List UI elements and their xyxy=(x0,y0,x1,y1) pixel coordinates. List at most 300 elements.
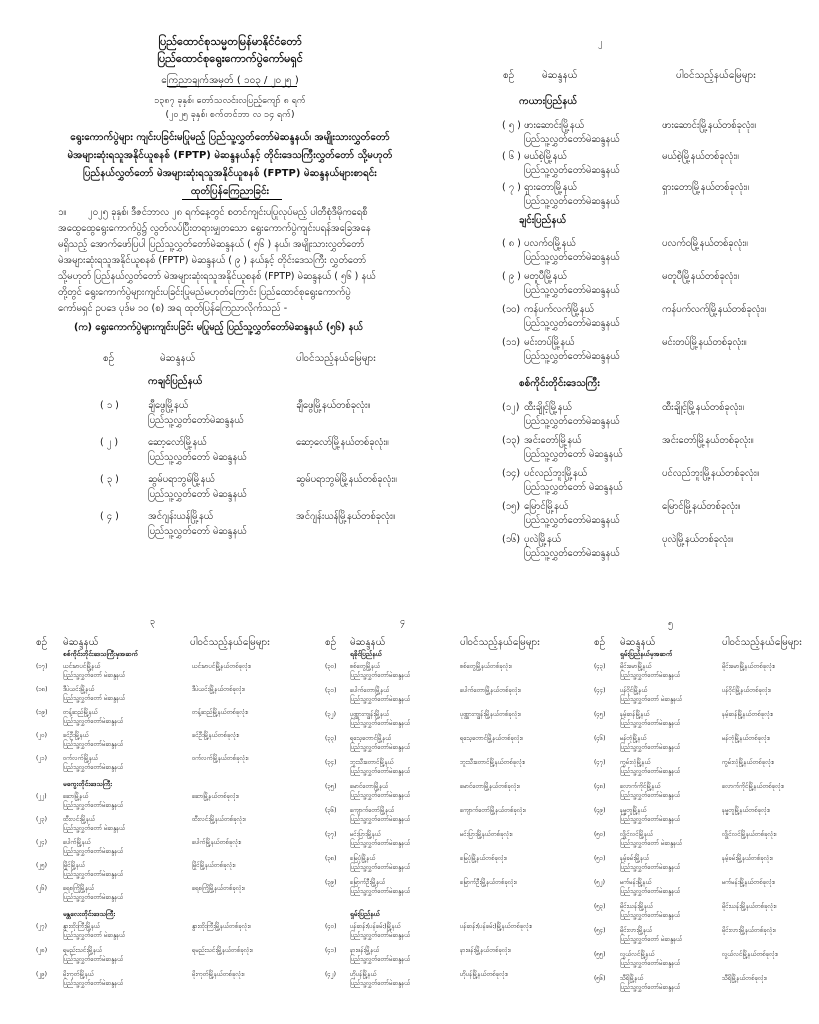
table-row xyxy=(594,734,814,758)
constituency-type: ပြည်သူ့လွှတ်တော်မဲဆန္ဒနယ် xyxy=(63,848,124,855)
constituency-name: နွားထိုးကြီးမြို့နယ် xyxy=(63,923,101,930)
constituency-type: ပြည်သူ့လွှတ်တော်မဲဆန္ဒနယ် xyxy=(620,960,681,967)
constituency-name: မတူပီမြို့နယ် xyxy=(524,271,567,282)
constituency-name: အင်ဂျန်းယန်မြို့နယ် xyxy=(148,511,214,522)
row-number: (၅၄) xyxy=(594,927,606,934)
constituency-name: မက်မန်းမြို့နယ် xyxy=(620,879,652,886)
constituency-type: ပြည်သူ့လွှတ်တော်မဲဆန္ဒနယ် xyxy=(620,768,681,775)
included-area: ဟိုပန်မြို့နယ်တစ်ခုလုံး။ xyxy=(460,971,509,978)
state-heading: ကချင်ပြည်နယ် xyxy=(148,376,203,387)
row-number: (၃၉) xyxy=(325,879,337,886)
row-number: (၄၅) xyxy=(594,711,606,718)
included-area: မယ်စဲ့မြို့နယ်တစ်ခုလုံး။ xyxy=(662,151,739,162)
constituency-name: မောင်တောမြို့နယ် xyxy=(350,783,389,790)
row-number: ( ၃ ) xyxy=(100,474,119,485)
constituency-type: ပြည်သူ့လွှတ်တော်မဲဆန္ဒနယ် xyxy=(350,744,411,751)
constituency-type: ပြည်သူ့လွှတ်တော်မဲဆန္ဒနယ် xyxy=(620,912,681,919)
included-area: ပန်ဆန်း(ပန်ခမ်း)မြို့နယ်တစ်ခုလုံး။ xyxy=(460,923,533,930)
row-number: ( ၄ ) xyxy=(100,511,119,522)
constituency-name: ရမည်းသင်းမြို့နယ် xyxy=(63,947,103,954)
included-area: ကွမ်းလုံမြို့နယ်တစ်ခုလုံး။ xyxy=(722,759,775,766)
included-area: သီရိမြို့နယ်တစ်ခုလုံး။ xyxy=(722,975,768,982)
included-area: မိုးကုတ်မြို့နယ်တစ်ခုလုံး။ xyxy=(192,971,245,978)
table-row xyxy=(502,180,802,211)
constituency-type: ပြည်သူ့လွှတ်တော်မဲဆန္ဒနယ် xyxy=(350,888,411,895)
table-row xyxy=(325,686,585,710)
included-area: မြောင်မြို့နယ်တစ်ခုလုံး။ xyxy=(662,501,741,512)
page-number: ၅ xyxy=(668,619,674,629)
row-number: (၅၆) xyxy=(594,975,606,982)
row-number: (၁၇) xyxy=(36,663,48,670)
constituency-name: ရေစကြိုမြို့နယ် xyxy=(63,885,95,892)
included-area: စစ်တွေမြို့နယ်တစ်ခုလုံး။ xyxy=(460,663,512,670)
row-number: ( ၉ ) xyxy=(502,271,521,282)
row-number: (၁၂) xyxy=(502,402,520,413)
constituency-name: ဘူးသီးတောင်မြို့နယ် xyxy=(350,759,394,766)
state-heading: မကွေးတိုင်းဒေသကြီး xyxy=(63,780,112,788)
included-area: နားဖန်းမြို့နယ်တစ်ခုလုံး။ xyxy=(460,947,511,954)
page-number: ၃ xyxy=(150,617,156,627)
row-number: (၁၆) xyxy=(502,534,521,545)
table-row xyxy=(502,236,802,269)
row-number: (၃၁) xyxy=(325,687,337,694)
constituency-type: ပြည်သူ့လွှတ်တော်မဲဆန္ဒနယ် xyxy=(620,792,681,799)
constituency-name: ဒီပဲယင်းမြို့နယ် xyxy=(63,686,95,693)
row-number: (၂၃) xyxy=(36,816,48,823)
table-row xyxy=(594,758,814,782)
included-area: ပုဏ္ဏားကျွန်းမြို့နယ်တစ်ခုလုံး။ xyxy=(460,711,521,718)
row-number: (၁၈) xyxy=(36,686,48,693)
para-line-7: ကော်မရှင် ဥပဒေ ပုဒ်မ ၁၀ (စ) အရ ထုတ်ပြန်ကြေညာလိုက်သည် - xyxy=(58,303,288,314)
constituency-type: ပြည်သူ့လွှတ်တော်မဲဆန္ဒနယ် xyxy=(524,351,620,362)
constituency-type: ပြည်သူ့လွှတ်တော်မဲဆန္ဒနယ် xyxy=(524,134,620,145)
constituency-name: ဆော့လော်မြို့နယ် xyxy=(148,437,207,448)
included-area: ပလက်ဝမြို့နယ်တစ်ခုလုံး။ xyxy=(662,238,748,249)
constituency-type: ပြည်သူ့လွှတ်တော်မဲဆန္ဒနယ် xyxy=(620,816,681,823)
para-line-4: မဲအများဆုံးရသူအနိုင်ယူစနစ် (FPTP) မဲဆန္ဒနယ် ( ၉ ) နယ်နှင့် တိုင်းဒေသကြီး လွှတ်တော် xyxy=(58,255,367,266)
col-header-constituency: မဲဆန္ဒနယ် xyxy=(350,637,386,648)
table-row xyxy=(325,922,585,946)
constituency-name: အင်းတော်မြို့နယ် xyxy=(524,435,582,446)
row-number: (၄၁) xyxy=(325,947,337,954)
header-line-1: ပြည်ထောင်စုသမ္မတမြန်မာနိုင်ငံတော် xyxy=(158,35,302,48)
constituency-name: မိုးကုတ်မြို့နယ် xyxy=(63,971,94,978)
constituency-type: ပြည်သူ့လွှတ်တော်မဲဆန္ဒနယ် xyxy=(524,548,620,559)
constituency-name: ကန်ပက်လက်မြို့နယ် xyxy=(524,304,594,315)
constituency-type: ပြည်သူ့လွှတ်တော် မဲဆန္ဒနယ် xyxy=(63,932,126,939)
constituency-name: ယင်းမာပင်မြို့နယ် xyxy=(63,663,101,670)
row-number: ( ၂ ) xyxy=(100,437,119,448)
constituency-name: မိုင်းမောမြို့နယ် xyxy=(620,663,652,670)
constituency-name: ဆွမ်ပရာဘွမ်မြို့နယ် xyxy=(148,474,215,485)
row-number: (၂၉) xyxy=(36,971,48,978)
row-number: (၂၁) xyxy=(36,755,48,762)
title-line-1: ရွေးကောက်ပွဲများ ကျင်းပခြင်းမပြုမည့် ပြည်သူ့လွှတ်တော်မဲဆန္ဒနယ်၊ အမျိုးသားလွှတ်တော် xyxy=(70,132,390,143)
para-line-2: အထွေထွေရွေးကောက်ပွဲ၌ လွတ်လပ်ပြီးတရားမျှတသော ရွေးကောက်ပွဲကျင်းပရန်အခြေအနေ xyxy=(58,223,371,234)
table-row xyxy=(325,854,585,878)
row-number: (၄၉) xyxy=(594,807,606,814)
table-row xyxy=(594,686,814,710)
constituency-type: ပြည်သူ့လွှတ်တော်မဲဆန္ဒနယ် xyxy=(350,980,411,987)
constituency-type: ပြည်သူ့လွှတ်တော်မဲဆန္ဒနယ် xyxy=(350,840,411,847)
constituency-name: ကွမ်းလုံမြို့နယ် xyxy=(620,759,651,766)
col-header-constituency: မဲဆန္ဒနယ် xyxy=(63,637,99,648)
constituency-name: ဟိုပန်မြို့နယ် xyxy=(350,971,377,978)
constituency-type: ပြည်သူ့လွှတ်တော် မဲဆန္ဒနယ် xyxy=(63,695,126,702)
row-number: (၄၆) xyxy=(594,735,606,742)
row-number: ( ၁ ) xyxy=(100,400,119,411)
title-line-4: ထုတ်ပြန်ကြေညာခြင်း xyxy=(190,186,270,197)
col-header-no: စဉ် xyxy=(325,637,337,648)
row-number: (၃၂) xyxy=(325,711,337,718)
row-number: (၅၃) xyxy=(594,903,606,910)
row-number: (၁၉) xyxy=(36,709,48,716)
table-row xyxy=(325,662,585,686)
included-area: ထီးချိုင့်မြို့နယ်တစ်ခုလုံး။ xyxy=(662,402,744,413)
state-heading: ချင်းပြည်နယ် xyxy=(519,215,567,226)
constituency-name: ပေါက်တောမြို့နယ် xyxy=(350,687,390,694)
para-line-3: မရှိသည့် အောက်ဖော်ပြပါ ပြည်သူ့လွှတ်တော်မဲဆန္ဒနယ် ( ၅၆ ) နယ်၊ အမျိုးသားလွှတ်တော် xyxy=(58,239,365,250)
constituency-type: ပြည်သူ့လွှတ်တော် မဲဆန္ဒနယ် xyxy=(524,482,623,493)
included-area: မောင်တောမြို့နယ်တစ်ခုလုံး။ xyxy=(460,783,520,790)
title-underline xyxy=(182,199,282,200)
constituency-name: မင်းတပ်မြို့နယ် xyxy=(524,337,575,348)
included-area: ယင်းမာပင်မြို့နယ်တစ်ခုလုံး။ xyxy=(192,663,252,670)
table-row xyxy=(594,902,814,926)
state-heading: ရှမ်းပြည်နယ်မှအဆက် xyxy=(620,650,673,658)
table-row xyxy=(594,782,814,806)
included-area: ပန်ဝိုင်မြို့နယ်တစ်ခုလုံး။ xyxy=(722,687,772,694)
para-number: ၁။ xyxy=(58,207,67,218)
state-heading: ရှမ်းပြည်နယ် xyxy=(350,910,380,918)
table-row xyxy=(100,435,440,472)
title-line-3: ပြည်နယ်လွှတ်တော် မဲအများဆုံးရသူအနိုင်ယူစနစ် (FPTP) မဲဆန္ဒနယ်များစာရင်း xyxy=(83,168,377,179)
constituency-name: လောက်ကိုင်မြို့နယ် xyxy=(620,783,661,790)
included-area: ဆောမြို့နယ်တစ်ခုလုံး။ xyxy=(192,793,240,800)
row-number: (၂၄) xyxy=(36,839,48,846)
constituency-type: ပြည်သူ့လွှတ်တော် မဲဆန္ဒနယ် xyxy=(63,825,126,832)
table-row xyxy=(36,708,286,731)
constituency-type: ပြည်သူ့လွှတ်တော်မဲဆန္ဒနယ် xyxy=(620,864,681,871)
constituency-name: ဝက်လက်မြို့နယ် xyxy=(63,755,99,762)
constituency-type: ပြည်သူ့လွှတ်တော်မဲဆန္ဒနယ် xyxy=(620,744,681,751)
table-row xyxy=(100,398,440,435)
included-area: မတူပီမြို့နယ်တစ်ခုလုံး။ xyxy=(662,271,739,282)
constituency-name: နားဖန်းမြို့နယ် xyxy=(350,947,380,954)
included-area: ရှားတောမြို့နယ်တစ်ခုလုံး။ xyxy=(662,182,749,193)
row-number: (၃၀) xyxy=(325,663,337,670)
table-row xyxy=(36,815,286,838)
constituency-name: ထီးလင်းမြို့နယ် xyxy=(63,816,96,823)
row-number: ( ၆ ) xyxy=(502,151,521,162)
constituency-name: မန်တုံမြို့နယ် xyxy=(620,735,647,742)
para-line-1: ၂၀၂၅ ခုနှစ်၊ ဒီဇင်ဘာလ ၂၈ ရက်နေ့တွင် စတင်ကျင်းပပြုလုပ်မည့် ပါတီစုံဒီမိုကရေစီ xyxy=(88,207,368,218)
row-number: (၂၀) xyxy=(36,732,48,739)
constituency-name: ပင်လည်ဘူးမြို့နယ် xyxy=(524,468,587,479)
table-row xyxy=(325,946,585,970)
table-row xyxy=(594,950,814,974)
included-area: လောက်ကိုင်မြို့နယ်တစ်ခုလုံး။ xyxy=(722,783,785,790)
col-header-no: စဉ် xyxy=(103,353,115,364)
included-area: မက်မန်းမြို့နယ်တစ်ခုလုံး။ xyxy=(722,879,776,886)
constituency-type: ပြည်သူ့လွှတ်တော်မဲဆန္ဒနယ် xyxy=(524,515,620,526)
constituency-type: ပြည်သူ့လွှတ်တော်မဲဆန္ဒနယ် xyxy=(63,764,124,771)
constituency-name: မိုင်းယန်းမြို့နယ် xyxy=(620,903,654,910)
constituency-type: ပြည်သူ့လွှတ်တော်မဲဆန္ဒနယ် xyxy=(63,894,124,901)
included-area: ကန်ပက်လက်မြို့နယ်တစ်ခုလုံး။ xyxy=(662,304,766,315)
table-row xyxy=(502,433,802,466)
constituency-type: ပြည်သူ့လွှတ်တော် မဲဆန္ဒနယ် xyxy=(148,489,247,500)
table-row xyxy=(594,830,814,854)
included-area: ဆော့လော်မြို့နယ်တစ်ခုလုံး။ xyxy=(296,437,389,448)
table-row xyxy=(100,509,440,546)
constituency-type: ပြည်သူ့လွှတ်တော်မဲဆန္ဒနယ် xyxy=(620,672,681,679)
constituency-name: မိုင်းလားမြို့နယ် xyxy=(620,927,653,934)
row-number: (၅၂) xyxy=(594,879,606,886)
constituency-name: ရသေ့တောင်မြို့နယ် xyxy=(350,735,392,742)
table-row xyxy=(502,400,802,433)
included-area: မင်းတပ်မြို့နယ်တစ်ခုလုံး။ xyxy=(662,337,747,348)
included-area: ရမည်းသင်းမြို့နယ်တစ်ခုလုံး။ xyxy=(192,947,253,954)
table-row xyxy=(594,974,814,998)
row-number: (၅၅) xyxy=(594,951,606,958)
constituency-type: ပြည်သူ့လွှတ်တော်မဲဆန္ဒနယ် xyxy=(350,932,411,939)
table-row xyxy=(36,731,286,754)
row-number: (၁၄) xyxy=(502,468,521,479)
constituency-name: လွိုင်လင်မြို့နယ် xyxy=(620,831,654,838)
date-line-2: (၂၀၂၅ ခုနှစ်၊ စက်တင်ဘာ လ ၁၄ ရက်) xyxy=(165,110,295,120)
constituency-name: ပန်ဝိုင်မြို့နယ် xyxy=(620,687,648,694)
constituency-type: ပြည်သူ့လွှတ်တော်မဲဆန္ဒနယ် xyxy=(350,816,411,823)
constituency-type: ပြည်သူ့လွှတ်တော်မဲဆန္ဒနယ် xyxy=(524,318,620,329)
table-row xyxy=(594,806,814,830)
included-area: ဘူးသီးတောင်မြို့နယ်တစ်ခုလုံး။ xyxy=(460,759,526,766)
constituency-name: သီရိမြို့နယ် xyxy=(620,975,644,982)
included-area: ပေါက်တောမြို့နယ်တစ်ခုလုံး။ xyxy=(460,687,522,694)
included-area: နွားထိုးကြီးမြို့နယ်တစ်ခုလုံး။ xyxy=(192,923,251,930)
col-header-constituency: မဲဆန္ဒနယ် xyxy=(160,353,196,364)
row-number: (၁၃) xyxy=(502,435,521,446)
header-line-2: ပြည်ထောင်စုရွေးကောက်ပွဲကော်မရှင် xyxy=(157,52,303,65)
row-number: (၅၀) xyxy=(594,831,606,838)
col-header-constituency: မဲဆန္ဒနယ် xyxy=(620,637,656,648)
included-area: ပင်လည်ဘူးမြို့နယ်တစ်ခုလုံး။ xyxy=(662,468,760,479)
page-number: ၂ xyxy=(598,38,603,48)
table-row xyxy=(325,806,585,830)
constituency-type: ပြည်သူ့လွှတ်တော်မဲဆန္ဒနယ် xyxy=(350,696,411,703)
row-number: (၄၄) xyxy=(594,687,606,694)
col-header-areas: ပါဝင်သည့်နယ်မြေများ xyxy=(296,353,376,364)
row-number: (၂၅) xyxy=(36,862,48,869)
row-number: (၃၆) xyxy=(325,807,337,814)
constituency-name: ဆောမြို့နယ် xyxy=(63,793,89,800)
table-row xyxy=(325,782,585,806)
row-number: (၂၈) xyxy=(36,947,48,954)
row-number: ( ၅ ) xyxy=(502,120,521,131)
included-area: လွိုင်လင်မြို့နယ်တစ်ခုလုံး။ xyxy=(722,831,777,838)
row-number: ( ၈ ) xyxy=(502,238,521,249)
included-area: ဒီပဲယင်းမြို့နယ်တစ်ခုလုံး။ xyxy=(192,686,246,693)
table-row xyxy=(36,685,286,708)
col-header-no: စဉ် xyxy=(503,70,515,81)
constituency-name: ပုဏ္ဏားကျွန်းမြို့နယ် xyxy=(350,711,390,718)
constituency-type: ပြည်သူ့လွှတ်တော်မဲဆန္ဒနယ် xyxy=(524,196,620,207)
included-area: မိုင်းလားမြို့နယ်တစ်ခုလုံး။ xyxy=(722,927,776,934)
included-area: ဆွမ်ပရာဘွမ်မြို့နယ်တစ်ခုလုံး။ xyxy=(296,474,397,485)
col-header-constituency: မဲဆန္ဒနယ် xyxy=(542,70,578,81)
table-row xyxy=(325,758,585,782)
constituency-type: ပြည်သူ့လွှတ်တော်မဲဆန္ဒနယ် xyxy=(63,956,124,963)
constituency-name: မြိုင်မြို့နယ် xyxy=(63,862,86,869)
row-number: (၄၈) xyxy=(594,783,606,790)
table-row xyxy=(36,754,286,777)
constituency-type: ပြည်သူ့လွှတ်တော် မဲဆန္ဒနယ် xyxy=(148,452,247,463)
table-row xyxy=(594,878,814,902)
constituency-type: ပြည်သူ့လွှတ်တော်မဲဆန္ဒနယ် xyxy=(63,871,124,878)
state-heading: စစ်ကိုင်းတိုင်းဒေသကြီးမှအဆက် xyxy=(63,650,138,658)
included-area: လွယ်လင်မြို့နယ်တစ်ခုလုံး။ xyxy=(722,951,779,958)
included-area: ပုလဲမြို့နယ်တစ်ခုလုံး။ xyxy=(662,534,734,545)
table-row xyxy=(502,466,802,499)
table-row xyxy=(502,499,802,532)
table-row xyxy=(36,838,286,861)
row-number: (၅၁) xyxy=(594,855,606,862)
table-row xyxy=(502,118,802,149)
constituency-type: ပြည်သူ့လွှတ်တော်မဲဆန္ဒနယ် xyxy=(620,984,681,991)
state-heading: စစ်ကိုင်းတိုင်းဒေသကြီး xyxy=(519,378,600,389)
constituency-name: နမ္မတူမြို့နယ် xyxy=(620,807,647,814)
row-number: (၂၆) xyxy=(36,885,48,892)
constituency-type: ပြည်သူ့လွှတ်တော်မဲဆန္ဒနယ် xyxy=(63,802,124,809)
row-number: (၁၀) xyxy=(502,304,521,315)
notice-underline xyxy=(167,86,297,87)
table-row xyxy=(325,878,585,902)
col-header-areas: ပါဝင်သည့်နယ်မြေများ xyxy=(460,637,540,648)
constituency-type: ပြည်သူ့လွှတ်တော် မဲဆန္ဒနယ် xyxy=(620,840,683,847)
included-area: မြိုင်မြို့နယ်တစ်ခုလုံး။ xyxy=(192,862,236,869)
row-number: (၄၀) xyxy=(325,923,337,930)
table-row xyxy=(36,946,286,970)
constituency-type: ပြည်သူ့လွှတ်တော်မဲဆန္ဒနယ် xyxy=(63,980,124,987)
constituency-type: ပြည်သူ့လွှတ်တော်မဲဆန္ဒနယ် xyxy=(524,165,620,176)
table-row xyxy=(594,926,814,950)
subsection-heading: (က) ရွေးကောက်ပွဲများကျင်းပခြင်း မပြုမည့် ပြည်သူ့လွှတ်တော်မဲဆန္ဒနယ် (၅၆) နယ် xyxy=(74,322,363,333)
page-number: ၄ xyxy=(400,617,406,627)
row-number: (၃၄) xyxy=(325,759,337,766)
row-number: (၂၂) xyxy=(36,793,47,800)
row-number: (၃၇) xyxy=(325,831,337,838)
notice-number: ကြေညာချက်အမှတ် ( ၁၀၃ / ၂၀၂၅ ) xyxy=(161,75,299,86)
row-number: (၃၈) xyxy=(325,855,337,862)
para-line-6: တို့တွင် ရွေးကောက်ပွဲများကျင်းပခြင်းပြုမည်မဟုတ်ကြောင်း ပြည်ထောင်စုရွေးကောက်ပွဲ xyxy=(58,287,351,298)
row-number: (၄၂) xyxy=(325,971,337,978)
constituency-type: ပြည်သူ့လွှတ်တော် မဲဆန္ဒနယ် xyxy=(148,526,247,537)
table-row xyxy=(594,710,814,734)
table-row xyxy=(502,302,802,335)
constituency-name: ရှားတောမြို့နယ် xyxy=(524,182,577,193)
included-area: မိုင်းယန်းမြို့နယ်တစ်ခုလုံး။ xyxy=(722,903,777,910)
included-area: ပေါက်မြို့နယ်တစ်ခုလုံး။ xyxy=(192,839,242,846)
constituency-name: ဖားဆောင်းမြို့နယ် xyxy=(524,120,584,131)
table-row xyxy=(325,734,585,758)
table-row xyxy=(502,269,802,302)
constituency-type: ပြည်သူ့လွှတ်တော်မဲဆန္ဒနယ် xyxy=(63,741,124,748)
table-row xyxy=(36,922,286,946)
col-header-no: စဉ် xyxy=(36,637,48,648)
included-area: ထီးလင်းမြို့နယ်တစ်ခုလုံး။ xyxy=(192,816,246,823)
constituency-type: ပြည်သူ့လွှတ်တော်မဲဆန္ဒနယ် xyxy=(524,285,620,296)
included-area: ချီဖွေမြို့နယ်တစ်ခုလုံး။ xyxy=(296,400,371,411)
constituency-name: မြေပုံမြို့နယ် xyxy=(350,855,376,862)
included-area: နမ့်ဆန်မြို့နယ်တစ်ခုလုံး။ xyxy=(722,711,774,718)
constituency-name: နမ့်ခမ်းမြို့နယ် xyxy=(620,855,650,862)
col-header-areas: ပါဝင်သည့်နယ်မြေများ xyxy=(190,637,270,648)
constituency-name: မြောက်ဦးမြို့နယ် xyxy=(350,879,386,886)
table-row xyxy=(502,335,802,368)
table-row xyxy=(36,861,286,884)
constituency-name: စစ်တွေမြို့နယ် xyxy=(350,663,381,670)
row-number: (၁၁) xyxy=(502,337,521,348)
constituency-name: နမ့်ဆန်မြို့နယ် xyxy=(620,711,650,718)
included-area: ဖားဆောင်းမြို့နယ်တစ်ခုလုံး။ xyxy=(662,120,757,131)
constituency-name: ချီဖွေမြို့နယ် xyxy=(148,400,189,411)
state-heading: မန္တလေးတိုင်းဒေသကြီး xyxy=(63,910,115,918)
included-area: နမ္မတူမြို့နယ်တစ်ခုလုံး။ xyxy=(722,807,771,814)
table-row xyxy=(100,472,440,509)
constituency-type: ပြည်သူ့လွှတ်တော်မဲဆန္ဒနယ် xyxy=(148,415,244,426)
state-heading: ကယားပြည်နယ် xyxy=(519,96,578,107)
included-area: တန့်ဆည်မြို့နယ်တစ်ခုလုံး။ xyxy=(192,709,249,716)
constituency-name: တန့်ဆည်မြို့နယ် xyxy=(63,709,98,716)
included-area: အင်းတော်မြို့နယ်တစ်ခုလုံး။ xyxy=(662,435,754,446)
row-number: (၄၇) xyxy=(594,759,606,766)
included-area: မြေပုံမြို့နယ်တစ်ခုလုံး။ xyxy=(460,855,508,862)
table-row xyxy=(594,662,814,686)
row-number: (၄၃) xyxy=(594,663,606,670)
included-area: နမ့်ခမ်းမြို့နယ်တစ်ခုလုံး။ xyxy=(722,855,773,862)
included-area: ရသေ့တောင်မြို့နယ်တစ်ခုလုံး။ xyxy=(460,735,524,742)
constituency-type: ပြည်သူ့လွှတ်တော် မဲဆန္ဒနယ် xyxy=(63,672,126,679)
title-line-2: မဲအများဆုံးရသူအနိုင်ယူစနစ် (FPTP) မဲဆန္ဒနယ်နှင့် တိုင်းဒေသကြီးလွှတ်တော် သို့မဟုတ် xyxy=(67,150,393,161)
table-row xyxy=(325,830,585,854)
constituency-name: ပလက်ဝမြို့နယ် xyxy=(524,238,576,249)
constituency-type: ပြည်သူ့လွှတ်တော်မဲဆန္ဒနယ် xyxy=(350,768,411,775)
table-row xyxy=(36,970,286,994)
table-row xyxy=(36,884,286,907)
included-area: မင်းပြားမြို့နယ်တစ်ခုလုံး။ xyxy=(460,831,513,838)
included-area: မိုင်းမောမြို့နယ်တစ်ခုလုံး။ xyxy=(722,663,776,670)
constituency-name: ကျောက်တော်မြို့နယ် xyxy=(350,807,395,814)
constituency-type: ပြည်သူ့လွှတ်တော်မဲဆန္ဒနယ် xyxy=(524,252,620,263)
constituency-type: ပြည်သူ့လွှတ်တော် မဲဆန္ဒနယ် xyxy=(620,696,683,703)
row-number: (၃၃) xyxy=(325,735,337,742)
constituency-name: ပုလဲမြို့နယ် xyxy=(524,534,561,545)
constituency-name: ခင်ဦးမြို့နယ် xyxy=(63,732,89,739)
included-area: ရေစကြိုမြို့နယ်တစ်ခုလုံး။ xyxy=(192,885,245,892)
date-line-1: ၁၃၈၇ ခုနှစ်၊ တော်သလင်းလပြည့်ကျော် ၈ ရက် xyxy=(154,96,306,106)
constituency-name: မင်းပြားမြို့နယ် xyxy=(350,831,381,838)
constituency-name: ပေါက်မြို့နယ် xyxy=(63,839,91,846)
table-row xyxy=(36,662,286,685)
constituency-name: မြောင်မြို့နယ် xyxy=(524,501,569,512)
col-header-no: စဉ် xyxy=(594,637,606,648)
constituency-name: ပန်ဆန်း(ပန်ခမ်း)မြို့နယ် xyxy=(350,923,401,930)
constituency-type: ပြည်သူ့လွှတ်တော်မဲဆန္ဒနယ် xyxy=(350,672,411,679)
included-area: ကျောက်တော်မြို့နယ်တစ်ခုလုံး။ xyxy=(460,807,526,814)
constituency-type: ပြည်သူ့လွှတ်တော် မဲဆန္ဒနယ် xyxy=(620,936,683,943)
constituency-type: ပြည်သူ့လွှတ်တော်မဲဆန္ဒနယ် xyxy=(350,956,411,963)
constituency-type: ပြည်သူ့လွှတ်တော် မဲဆန္ဒနယ် xyxy=(524,449,623,460)
